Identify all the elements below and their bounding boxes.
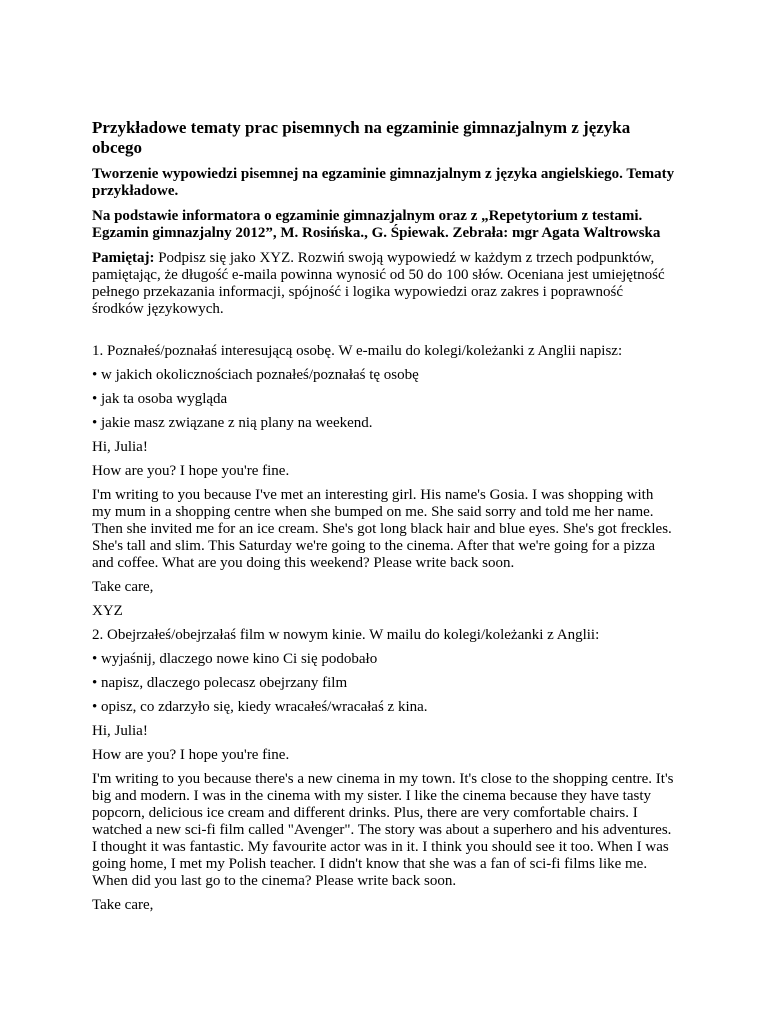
task1-opening: How are you? I hope you're fine. [92,463,290,479]
task1-greeting: Hi, Julia! [92,439,148,455]
task1-bullet-2: • jak ta osoba wygląda [92,391,228,407]
task2-body: I'm writing to you because there's a new cinema in my town. It's close to the shopping centre. It's big and modern. I was in the cinema with my sister. I like the cinema because they have tasty popcorn, delicious ice cream and different drinks. Plus, there are very comfortable chairs. I watched a new sci-fi film called "Avenger". The story was about a superhero and his adventures. I thought it was fantastic. My favourite actor was in it. I think you should see it too. When I was going home, I met my Polish teacher. I didn't know that she was a fan of sci-fi films like me. When did you last go to the cinema? Please write back soon. [92,771,674,889]
task2-bullet-2: • napisz, dlaczego polecasz obejrzany film [92,675,348,691]
task1-bullet-1: • w jakich okolicznościach poznałeś/poznałaś tę osobę [92,367,419,383]
document-page [92,118,676,921]
document-source: Na podstawie informatora o egzaminie gimnazjalnym oraz z „Repetytorium z testami. Egzamin gimnazjalny 2012”, M. Rosińska., G. Śpiewak. Zebrała: mgr Agata Waltrowska [92,208,661,241]
task1-signature: XYZ [92,603,123,619]
reminder-text: Podpisz się jako XYZ. Rozwiń swoją wypowiedź w każdym z trzech podpunktów, pamiętając, że długość e-maila powinna wynosić od 50 do 100 słów. Oceniana jest umiejętność pełnego przekazania informacji, spójność i logika wypowiedzi oraz zakres i poprawność środków językowych. [92,250,665,317]
task1-prompt: 1. Poznałeś/poznałaś interesującą osobę. W e-mailu do kolegi/koleżanki z Anglii napisz: [92,343,623,359]
task1-closing: Take care, [92,579,154,595]
reminder-paragraph [92,250,676,318]
task2-prompt: 2. Obejrzałeś/obejrzałaś film w nowym kinie. W mailu do kolegi/koleżanki z Anglii: [92,627,600,643]
task2-bullet-1: • wyjaśnij, dlaczego nowe kino Ci się podobało [92,651,378,667]
task2-opening: How are you? I hope you're fine. [92,747,290,763]
task2-bullet-3: • opisz, co zdarzyło się, kiedy wracałeś/wracałaś z kina. [92,699,428,715]
document-subtitle: Tworzenie wypowiedzi pisemnej na egzaminie gimnazjalnym z języka angielskiego. Tematy przykładowe. [92,166,675,199]
task1-bullet-3: • jakie masz związane z nią plany na weekend. [92,415,373,431]
section-spacer [92,325,676,343]
task2-greeting: Hi, Julia! [92,723,148,739]
reminder-label: Pamiętaj: [92,250,155,266]
document-title: Przykładowe tematy prac pisemnych na egzaminie gimnazjalnym z języka obcego [92,118,631,157]
task1-body: I'm writing to you because I've met an interesting girl. His name's Gosia. I was shopping with my mum in a shopping centre when she bumped on me. She said sorry and told me her name. Then she invited me for an ice cream. She's got long black hair and blue eyes. She's got freckles. She's tall and slim. This Saturday we're going to the cinema. After that we're going for a pizza and coffee. What are you doing this weekend? Please write back soon. [92,487,672,571]
task2-closing: Take care, [92,897,154,913]
